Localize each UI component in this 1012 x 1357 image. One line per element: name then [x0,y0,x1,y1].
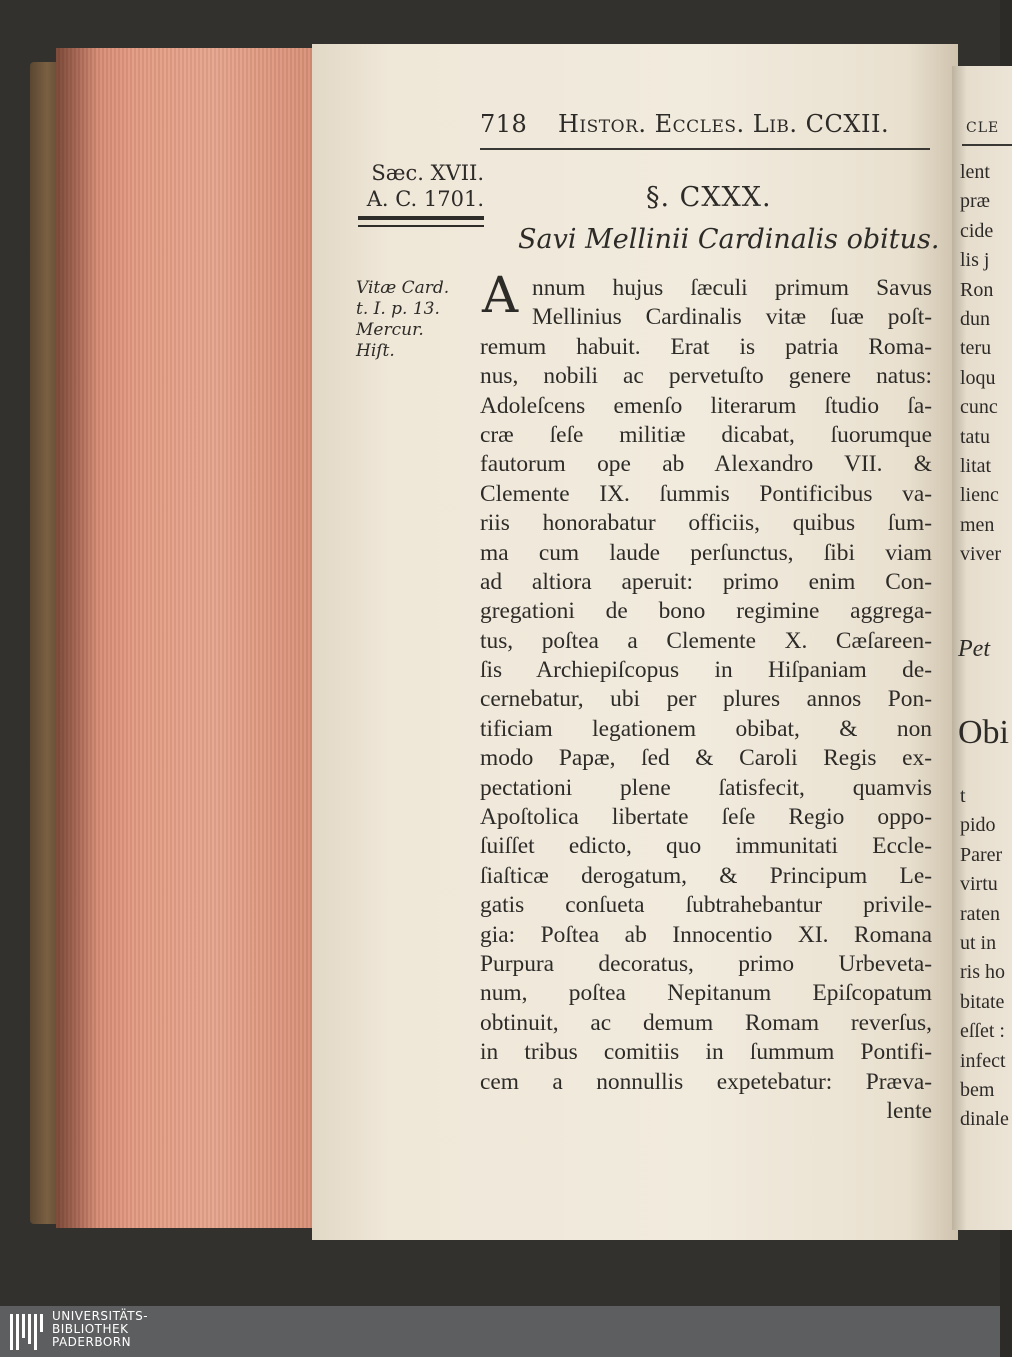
next-page-rule [962,144,1012,146]
margin-rule [358,225,484,227]
next-page-drop-cap: Obi [958,714,1009,751]
text-fragment: ris ho [960,961,1005,984]
next-page-text [960,158,1001,569]
text-line: ſis Archiepiſcopus in Hiſpaniam de- [480,657,932,684]
text-fragment: viver [960,543,1002,566]
catchword: lente [886,1097,932,1124]
text-fragment: t [960,785,966,807]
text-line: ſuiſſet edicto, quo immunitati Eccle- [480,833,932,860]
running-head-title: Histor. Eccles. Lib. CCXII. [558,110,890,138]
section-title: Savi Mellinii Cardinalis obitus. [518,224,940,255]
text-line: cem a nonnullis expetebatur: Præva- [480,1068,932,1095]
text-fragment: Ron [960,278,994,301]
text-line: modo Papæ, ſed & Caroli Regis ex- [480,745,932,772]
text-line: gatis conſueta ſubtrahebantur privile- [480,892,932,919]
text-line: tus, poſtea a Clemente X. Cæſareen- [480,627,932,654]
text-fragment: eſſet : [960,1020,1005,1043]
section-number: §. CXXX. [646,182,772,213]
text-fragment: tatu [960,425,990,448]
text-fragment: teru [960,337,992,360]
running-head [480,110,920,144]
margin-rule [358,216,484,220]
text-fragment: ut in [960,931,997,954]
text-line: nnum hujus ſæculi primum Savus [532,275,932,301]
logo-line: UNIVERSITÄTS- [52,1309,149,1323]
text-fragment: raten [960,902,1000,925]
text-line: Mellinius Cardinalis vitæ ſuæ poſt- [532,304,932,331]
text-line: remum habuit. Erat is patria Roma- [480,333,932,360]
text-line: fautorum ope ab Alexandro VII. & [480,451,932,478]
margin-reference [356,278,476,362]
text-fragment: lienc [960,484,999,507]
text-fragment: cide [960,219,994,242]
text-line: pectationi plene ſatisfecit, quamvis [480,774,932,801]
text-fragment: dun [960,307,990,330]
library-logo-text [52,1310,148,1349]
margin-reference-line: Mercur. [356,320,424,340]
head-rule [480,148,930,150]
text-line: ad altiora aperuit: primo enim Con- [480,568,932,595]
text-line: cræ ſeſe militiæ dicabat, ſuorumque [480,421,932,448]
page-number: 718 [480,110,528,138]
text-line: num, poſtea Nepitanum Epiſcopatum [480,980,932,1007]
text-line: Purpura decoratus, primo Urbeveta- [480,950,932,977]
text-fragment: lis j [960,249,990,272]
body-text [480,274,932,1126]
text-line: nus, nobili ac pervetuſto genere natus: [480,363,932,390]
logo-line: PADERBORN [52,1335,132,1349]
text-line: tificiam legationem obibat, & non [480,715,932,742]
text-line: in tribus comitiis in ſummum Pontifi- [480,1039,932,1066]
text-fragment: loqu [960,366,996,389]
text-line: Apoſtolica libertate ſeſe Regio oppo- [480,804,932,831]
left-page [312,44,958,1240]
margin-reference-line: Hiſt. [356,341,395,361]
text-fragment: men [960,513,995,536]
text-fragment: Parer [960,843,1003,866]
text-fragment: lent [960,161,990,183]
text-fragment: pido [960,814,996,837]
margin-reference-line: Vitæ Card. [356,278,450,298]
right-page-edge [952,66,1012,1230]
text-fragment: bem [960,1078,995,1101]
text-fragment: infect [960,1049,1006,1072]
text-fragment: litat [960,454,992,477]
text-fragment: præ [960,190,990,213]
margin-date-century: Sæc. XVII. [371,161,484,185]
next-page-text [960,782,1009,1135]
text-line: cernebatur, ubi per plures annos Pon- [480,686,932,713]
text-fragment: cunc [960,396,998,419]
text-line: gregationi de bono regimine aggrega- [480,598,932,625]
library-logo-icon [10,1314,46,1350]
page-block-shadow [56,48,98,1228]
text-fragment: bitate [960,990,1005,1013]
margin-date-year: A. C. 1701. [366,187,484,211]
text-fragment: dinale [960,1108,1009,1131]
text-line: ma cum laude perſunctus, ſibi viam [480,539,932,566]
footer-bar [0,1306,1000,1357]
text-line: Adoleſcens emenſo literarum ſtudio ſa- [480,392,932,419]
margin-date [356,160,484,212]
next-page-italic-heading: Pet [958,636,990,662]
text-line: Clemente IX. ſummis Pontificibus va- [480,480,932,507]
text-line: riis honorabatur officiis, quibus ſum- [480,510,932,537]
next-page-head: CLE [966,120,1000,136]
text-line: ſiaſticæ derogatum, & Principum Le- [480,862,932,889]
text-fragment: virtu [960,873,998,896]
text-line: gia: Poſtea ab Innocentio XI. Romana [480,921,932,948]
logo-line: BIBLIOTHEK [52,1322,129,1336]
margin-reference-line: t. I. p. 13. [356,299,440,319]
text-line: obtinuit, ac demum Romam reverſus, [480,1009,932,1036]
drop-cap: A [482,266,519,324]
